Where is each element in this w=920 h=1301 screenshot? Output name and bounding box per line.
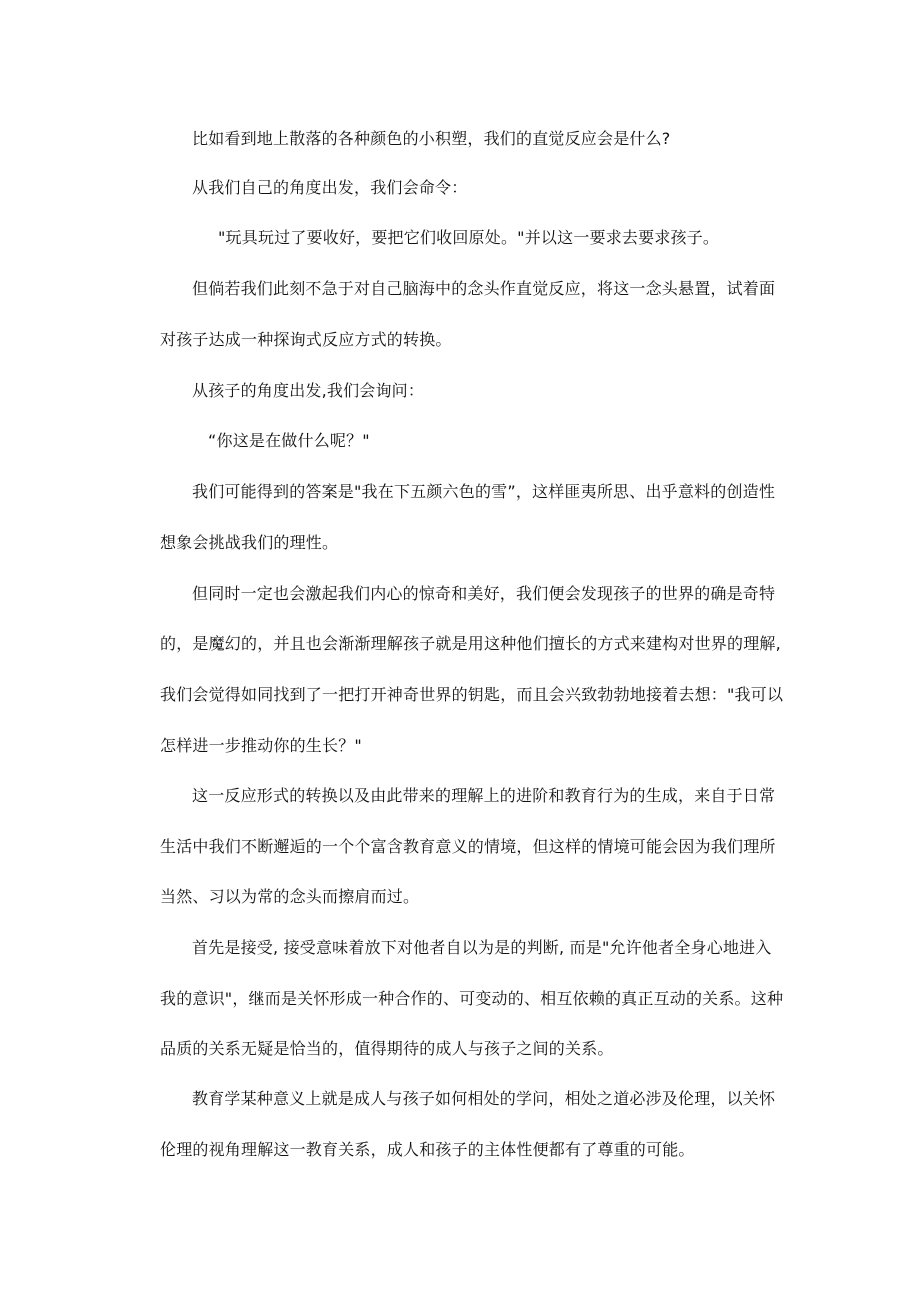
text-line: 我们可能得到的答案是"我在下五颜六色的雪”，这样匪夷所思、出乎意料的创造性: [192, 482, 776, 501]
text-line: 但倘若我们此刻不急于对自己脑海中的念头作直觉反应，将这一念头悬置，试着面: [192, 279, 776, 298]
text-line: 首先是接受, 接受意味着放下对他者自以为是的判断, 而是"允许他者全身心地进入: [192, 938, 772, 957]
quoted-line: “你这是在做什么呢？": [208, 431, 370, 450]
text-line: 我们会觉得如同找到了一把打开神奇世界的钥匙，而且会兴致勃勃地接着去想："我可以: [160, 685, 784, 704]
text-line: 想象会挑战我们的理性。: [160, 533, 339, 552]
text-line: 这一反应形式的转换以及由此带来的理解上的进阶和教育行为的生成，来自于日常: [192, 786, 776, 805]
text-line: 教育学某种意义上就是成人与孩子如何相处的学问，相处之道必涉及伦理，以关怀: [192, 1089, 776, 1108]
text-line: 的，是魔幻的，并且也会渐渐理解孩子就是用这种他们擅长的方式来建构对世界的理解,: [160, 634, 781, 653]
text-line: 从孩子的角度出发,我们会询问：: [192, 381, 425, 400]
text-line: 怎样进一步推动你的生长？": [160, 736, 362, 755]
text-line: 当然、习以为常的念头而擦肩而过。: [160, 887, 420, 906]
quoted-line: "玩具玩过了要收好，要把它们收回原处。"并以这一要求去要求孩子。: [218, 228, 720, 247]
text-line: 对孩子达成一种探询式反应方式的转换。: [160, 330, 452, 349]
text-line: 比如看到地上散落的各种颜色的小积塑，我们的直觉反应会是什么?: [192, 129, 671, 148]
text-line: 从我们自己的角度出发，我们会命令：: [192, 178, 468, 197]
text-line: 品质的关系无疑是恰当的，值得期待的成人与孩子之间的关系。: [160, 1039, 614, 1058]
text-line: 我的意识"，继而是关怀形成一种合作的、可变动的、相互依赖的真正互动的关系。这种: [160, 989, 784, 1008]
text-line: 生活中我们不断邂逅的一个个富含教育意义的情境，但这样的情境可能会因为我们理所: [160, 837, 776, 856]
text-line: 伦理的视角理解这一教育关系，成人和孩子的主体性便都有了尊重的可能。: [160, 1140, 695, 1159]
text-line: 但同时一定也会激起我们内心的惊奇和美好，我们便会发现孩子的世界的确是奇特: [192, 584, 776, 603]
